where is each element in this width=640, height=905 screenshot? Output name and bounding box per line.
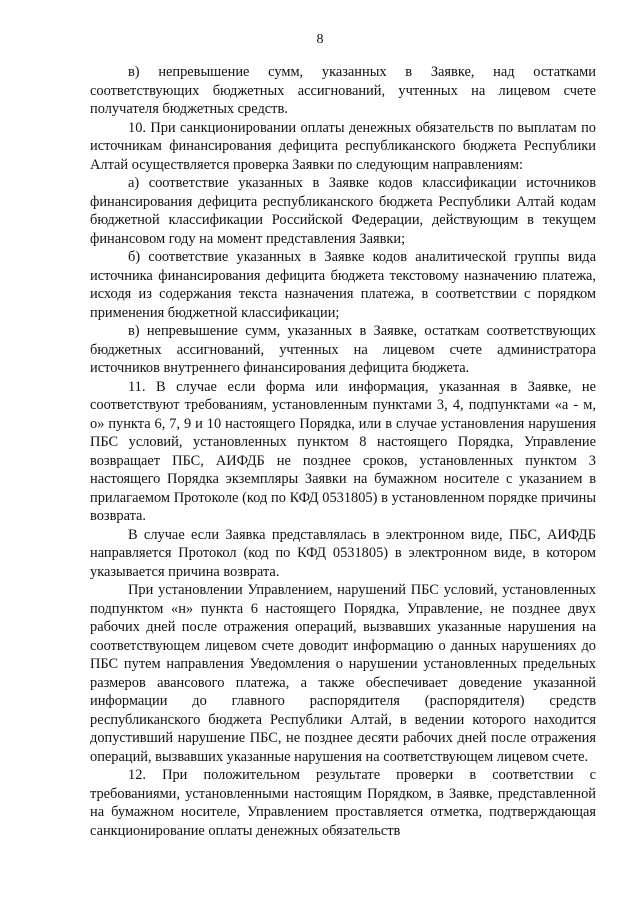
- paragraph-10-intro: 10. При санкционировании оплаты денежных обязательств по выплатам по источникам финансирования дефицита республиканского бюджета Республики Алтай осуществляется проверка Заявки по следующим направлениям:: [90, 119, 596, 173]
- paragraph-7v-limit-recipient: в) непревышение сумм, указанных в Заявке, над остатками соответствующих бюджетных ассигнований, учтенных на лицевом счете получателя бюджетных средств.: [90, 64, 596, 117]
- paragraph-11-electronic: В случае если Заявка представлялась в электронном виде, ПБС, АИФДБ направляется Протокол (код по КФД 0531805) в электронном виде, в котором указывается причина возврата.: [90, 526, 596, 580]
- document-body: [90, 63, 596, 840]
- paragraph-10a: а) соответствие указанных в Заявке кодов классификации источников финансирования дефицита республиканского бюджета Республики Алтай кодам бюджетной классификации Российской Федерации, действующим в текущем финансовом году на момент представления Заявки;: [90, 175, 596, 247]
- paragraph-10v: в) непревышение сумм, указанных в Заявке, остаткам соответствующих бюджетных ассигнований, учтенных на лицевом счете администратора источников внутреннего финансирования дефицита бюджета.: [90, 323, 596, 376]
- page-number: 8: [316, 32, 324, 47]
- paragraph-12: 12. При положительном результате проверки в соответствии с требованиями, установленными настоящим Порядком, в Заявке, представленной на бумажном носителе, Управлением проставляется отметка, подтверждающая санкционирование оплаты денежных обязательств: [90, 767, 596, 839]
- paragraph-11-violations: При установлении Управлением, нарушений ПБС условий, установленных подпунктом «н» пункта 6 настоящего Порядка, Управление, не позднее двух рабочих дней после отражения операций, вызвавших указанные нарушения на соответствующем лицевом счете доводит информацию о данных нарушениях до ПБС путем направления Уведомления о нарушении установленных предельных размеров авансового платежа, а также обеспечивает доведение указанной информации до главного распорядителя (распорядителя) средств республиканского бюджета Республики Алтай, в ведении которого находится допустивший нарушение ПБС, не позднее десяти рабочих дней после отражения операций, вызвавших указанные нарушения на соответствующем лицевом счете.: [90, 582, 596, 765]
- paragraph-11: 11. В случае если форма или информация, указанная в Заявке, не соответствуют требованиям, установленным пунктами 3, 4, подпунктами «а - м, о» пункта 6, 7, 9 и 10 настоящего Порядка, или в случае установления нарушения ПБС условий, установленных пунктом 8 настоящего Порядка, Управление возвращает ПБС, АИФДБ не позднее сроков, установленных пунктом 3 настоящего Порядка экземпляры Заявки на бумажном носителе с указанием в прилагаемом Протоколе (код по КФД 0531805) в установленном порядке причины возврата.: [90, 378, 596, 524]
- paragraph-10b: б) соответствие указанных в Заявке кодов аналитической группы вида источника финансирования дефицита бюджета текстовому назначению платежа, исходя из содержания текста назначения платежа, в соответствии с порядком применения бюджетной классификации;: [90, 249, 596, 321]
